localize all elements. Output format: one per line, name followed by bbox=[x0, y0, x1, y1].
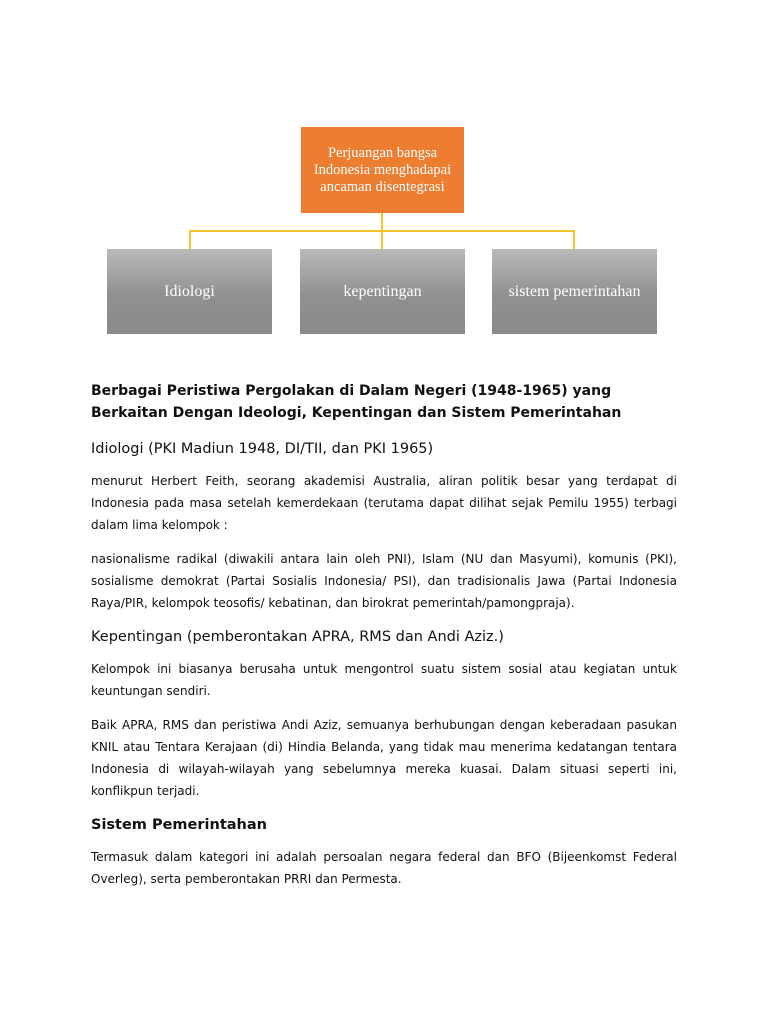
paragraph: Baik APRA, RMS dan peristiwa Andi Aziz, semuanya berhubungan dengan keberadaan pasukan KNIL atau Tentara Kerajaan (di) Hindia Belanda, yang tidak mau menerima kedatangan tentara Indonesia di wilayah-wilayah yang sebelumnya mereka kuasai. Dalam situasi seperti ini, konflikpun terjadi. bbox=[91, 718, 677, 798]
connector-drop-left bbox=[189, 230, 191, 249]
connector-drop-middle bbox=[381, 230, 383, 249]
diagram-root-label: Perjuangan bangsa Indonesia menghadapai ancaman disentegrasi bbox=[313, 144, 452, 195]
section-heading-idiologi: Idiologi (PKI Madiun 1948, DI/TII, dan PKI 1965) bbox=[91, 441, 434, 457]
paragraph: nasionalisme radikal (diwakili antara lain oleh PNI), Islam (NU dan Masyumi), komunis (PKI), sosialisme demokrat (Partai Sosialis Indonesia/ PSI), dan tradisionalis Jawa (Partai Indonesia Raya/PIR, kelompok teosofis/ kebatinan, dan birokrat pemerintah/pamongpraja). bbox=[91, 552, 677, 610]
connector-drop-right bbox=[573, 230, 575, 249]
document-body bbox=[91, 380, 677, 902]
diagram-root-node bbox=[301, 127, 464, 213]
paragraph: menurut Herbert Feith, seorang akademisi Australia, aliran politik besar yang terdapat di Indonesia pada masa setelah kemerdekaan (terutama dapat dilihat sejak Pemilu 1955) terbagi dalam lima kelompok : bbox=[91, 474, 677, 532]
paragraph: Termasuk dalam kategori ini adalah persoalan negara federal dan BFO (Bijeenkomst Federal Overleg), serta pemberontakan PRRI dan Permesta. bbox=[91, 850, 677, 886]
section-heading-sistem-pemerintahan: Sistem Pemerintahan bbox=[91, 817, 267, 833]
diagram-node-kepentingan bbox=[300, 249, 465, 334]
diagram-node-idiologi bbox=[107, 249, 272, 334]
connector-vertical-root bbox=[381, 213, 383, 231]
hierarchy-diagram bbox=[0, 0, 768, 340]
main-heading: Berbagai Peristiwa Pergolakan di Dalam Negeri (1948-1965) yang Berkaitan Dengan Ideologi, Kepentingan dan Sistem Pemerintahan bbox=[91, 383, 622, 421]
diagram-node-label: Idiologi bbox=[164, 282, 215, 300]
section-heading-kepentingan: Kepentingan (pemberontakan APRA, RMS dan Andi Aziz.) bbox=[91, 629, 504, 645]
paragraph: Kelompok ini biasanya berusaha untuk mengontrol suatu sistem sosial atau kegiatan untuk keuntungan sendiri. bbox=[91, 662, 677, 698]
diagram-node-label: kepentingan bbox=[343, 282, 422, 300]
diagram-node-sistem-pemerintahan bbox=[492, 249, 657, 334]
diagram-node-label: sistem pemerintahan bbox=[508, 282, 641, 300]
